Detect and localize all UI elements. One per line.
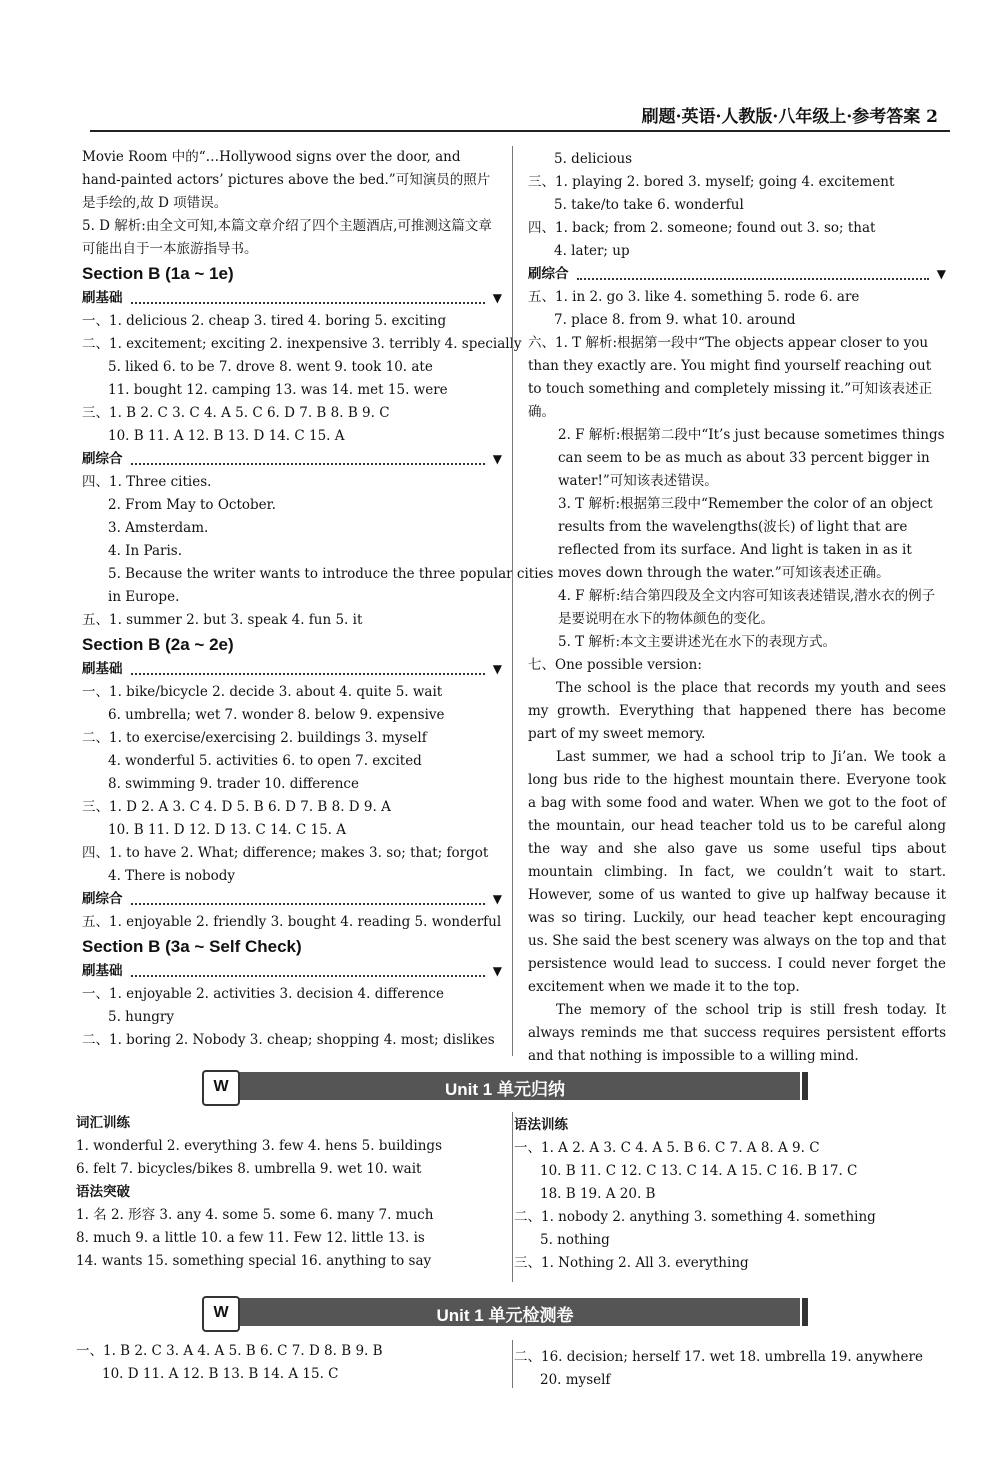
answer-line: 7. place 8. from 9. what 10. around bbox=[554, 312, 796, 328]
answer-line: 5. delicious bbox=[554, 151, 633, 167]
dotted-leader bbox=[131, 302, 485, 304]
essay-paragraph: The school is the place that records my youth and sees my growth. Everything that happened there has become part of my sweet memory. bbox=[528, 680, 946, 742]
answer-line: 5. hungry bbox=[108, 1009, 174, 1025]
answer-line: 8. much 9. a little 10. a few 11. Few 12. little 13. is bbox=[76, 1230, 425, 1246]
summary-divider bbox=[512, 1112, 513, 1282]
logo-icon: W bbox=[202, 1070, 240, 1106]
answer-line: 二、1. excitement; exciting 2. inexpensive 3. terribly 4. specially bbox=[82, 336, 522, 352]
answer-line: 二、1. nobody 2. anything 3. something 4. something bbox=[514, 1209, 876, 1225]
answer-line: 4. There is nobody bbox=[108, 868, 235, 884]
answer-line: 三、1. B 2. C 3. C 4. A 5. C 6. D 7. B 8. B 9. C bbox=[82, 405, 390, 421]
section-heading: Section B (1a ~ 1e) bbox=[82, 264, 234, 283]
answer-line: 七、One possible version: bbox=[528, 657, 702, 673]
summary-right-column bbox=[514, 1114, 944, 1275]
answer-line: 11. bought 12. camping 13. was 14. met 15. were bbox=[108, 382, 448, 398]
answer-line: 4. later; up bbox=[554, 243, 630, 259]
answer-line: 一、1. delicious 2. cheap 3. tired 4. boring 5. exciting bbox=[82, 313, 447, 329]
answer-line: 五、1. enjoyable 2. friendly 3. bought 4. reading 5. wonderful bbox=[82, 914, 502, 930]
unit-test-banner bbox=[210, 1298, 800, 1326]
explanation-text: 5. T 解析:本文主要讲述光在水下的表现方式。 bbox=[558, 634, 837, 650]
answer-line: 五、1. summer 2. but 3. speak 4. fun 5. it bbox=[82, 612, 363, 628]
answer-line: 二、1. to exercise/exercising 2. buildings 3. myself bbox=[82, 730, 427, 746]
answer-line: 14. wants 15. something special 16. anything to say bbox=[76, 1253, 432, 1269]
dotted-leader bbox=[131, 673, 485, 675]
answer-line: 二、1. boring 2. Nobody 3. cheap; shopping 4. most; dislikes bbox=[82, 1032, 495, 1048]
answer-line: 5. Because the writer wants to introduce the three popular cities bbox=[108, 566, 554, 582]
triangle-icon: ▼ bbox=[492, 291, 502, 305]
subsection-header bbox=[82, 287, 502, 310]
answer-line: 1. 名 2. 形容 3. any 4. some 5. some 6. many 7. much bbox=[76, 1207, 434, 1223]
section-heading: Section B (2a ~ 2e) bbox=[82, 635, 234, 654]
logo-icon: W bbox=[202, 1296, 240, 1332]
answer-line: 10. B 11. D 12. D 13. C 14. C 15. A bbox=[108, 822, 346, 838]
left-column bbox=[82, 146, 554, 1052]
answer-line: 二、16. decision; herself 17. wet 18. umbrella 19. anywhere bbox=[514, 1349, 923, 1365]
dotted-leader bbox=[131, 903, 485, 905]
test-divider bbox=[512, 1340, 513, 1388]
triangle-icon: ▼ bbox=[492, 892, 502, 906]
category-label: 语法突破 bbox=[76, 1184, 130, 1200]
answer-line: 5. take/to take 6. wonderful bbox=[554, 197, 744, 213]
header-title: 刷题·英语·人教版·八年级上·参考答案 2 bbox=[641, 107, 938, 127]
answer-line: 3. Amsterdam. bbox=[108, 520, 209, 536]
category-label: 词汇训练 bbox=[76, 1115, 130, 1131]
answer-line: 五、1. in 2. go 3. like 4. something 5. rode 6. are bbox=[528, 289, 860, 305]
triangle-icon: ▼ bbox=[492, 964, 502, 978]
answer-line: 三、1. D 2. A 3. C 4. D 5. B 6. D 7. B 8. D 9. A bbox=[82, 799, 391, 815]
category-label: 语法训练 bbox=[514, 1117, 568, 1133]
banner-title: Unit 1 单元检测卷 bbox=[436, 1306, 574, 1325]
answer-line: 三、1. Nothing 2. All 3. everything bbox=[514, 1255, 749, 1271]
answer-line: 10. B 11. C 12. C 13. C 14. A 15. C 16. B 17. C bbox=[540, 1163, 858, 1179]
answer-line: 1. wonderful 2. everything 3. few 4. hens 5. buildings bbox=[76, 1138, 442, 1154]
banner-end-bar bbox=[802, 1072, 808, 1100]
answer-line: 三、1. playing 2. bored 3. myself; going 4. excitement bbox=[528, 174, 895, 190]
answer-line: in Europe. bbox=[108, 589, 180, 605]
triangle-icon: ▼ bbox=[492, 662, 502, 676]
subsection-label: 刷综合 bbox=[82, 891, 123, 907]
summary-left-column bbox=[76, 1112, 496, 1273]
answer-line: 一、1. A 2. A 3. C 4. A 5. B 6. C 7. A 8. A 9. C bbox=[514, 1140, 820, 1156]
answer-line: 10. D 11. A 12. B 13. B 14. A 15. C bbox=[102, 1366, 339, 1382]
subsection-header bbox=[82, 658, 502, 681]
answer-line: 四、1. Three cities. bbox=[82, 474, 212, 490]
answer-line: 4. wonderful 5. activities 6. to open 7. excited bbox=[108, 753, 422, 769]
answer-line: 四、1. back; from 2. someone; found out 3. so; that bbox=[528, 220, 876, 236]
answer-line: 一、1. enjoyable 2. activities 3. decision 4. difference bbox=[82, 986, 444, 1002]
subsection-label: 刷基础 bbox=[82, 290, 123, 306]
subsection-header bbox=[82, 960, 502, 983]
answer-line: 一、1. bike/bicycle 2. decide 3. about 4. quite 5. wait bbox=[82, 684, 443, 700]
column-divider bbox=[512, 146, 513, 1056]
explanation-text: 5. D 解析:由全文可知,本篇文章介绍了四个主题酒店,可推测这篇文章可能出自于一本旅游指导书。 bbox=[82, 218, 492, 257]
page-header bbox=[90, 100, 950, 132]
answer-line: 18. B 19. A 20. B bbox=[540, 1186, 656, 1202]
explanation-text: Movie Room 中的“…Hollywood signs over the door, and hand-painted actors’ pictures above the bed.”可知演员的照片是手绘的,故 D 项错误。 bbox=[82, 149, 491, 211]
banner-title: Unit 1 单元归纳 bbox=[445, 1080, 565, 1099]
test-left-column bbox=[76, 1340, 496, 1386]
dotted-leader bbox=[131, 975, 485, 977]
answer-line: 四、1. to have 2. What; difference; makes 3. so; that; forgot bbox=[82, 845, 489, 861]
answer-line: 6. felt 7. bicycles/bikes 8. umbrella 9. wet 10. wait bbox=[76, 1161, 422, 1177]
essay-paragraph: The memory of the school trip is still fresh today. It always reminds me that success requires persistent efforts and that nothing is impossible to a willing mind. bbox=[528, 1002, 946, 1064]
explanation-text: 4. F 解析:结合第四段及全文内容可知该表述错误,潜水衣的例子是要说明在水下的物体颜色的变化。 bbox=[558, 588, 936, 627]
explanation-text: 2. F 解析:根据第二段中“It’s just because sometimes things can seem to be as much as about 33 percent bigger in water!”可知该表述错误。 bbox=[558, 427, 945, 489]
dotted-leader bbox=[131, 463, 485, 465]
answer-line: 2. From May to October. bbox=[108, 497, 276, 513]
essay-paragraph: Last summer, we had a school trip to Ji’an. We took a long bus ride to the highest mountain there. Everyone took a bag with some food and water. When we got to the foot of the mountain, our head teacher told us to be careful along the way and she also gave us some useful tips about mountain climbing. In fact, we couldn’t wait to start. However, some of us wanted to give up halfway because it was so tiring. Luckily, our head teacher kept encouraging us. She said the best scenery was always on the top and that persistence would lead to success. I could never forget the excitement when we made it to the top. bbox=[528, 749, 946, 995]
answer-line: 6. umbrella; wet 7. wonder 8. below 9. expensive bbox=[108, 707, 445, 723]
answer-line: 8. swimming 9. trader 10. difference bbox=[108, 776, 359, 792]
test-right-column bbox=[514, 1346, 944, 1392]
answer-line: 10. B 11. A 12. B 13. D 14. C 15. A bbox=[108, 428, 345, 444]
right-column bbox=[528, 148, 946, 1068]
triangle-icon: ▼ bbox=[492, 452, 502, 466]
answer-line: 一、1. B 2. C 3. A 4. A 5. B 6. C 7. D 8. B 9. B bbox=[76, 1343, 383, 1359]
answer-line: 4. In Paris. bbox=[108, 543, 183, 559]
subsection-label: 刷基础 bbox=[82, 963, 123, 979]
section-heading: Section B (3a ~ Self Check) bbox=[82, 937, 302, 956]
banner-end-bar bbox=[802, 1298, 808, 1326]
subsection-header bbox=[528, 263, 946, 286]
dotted-leader bbox=[577, 278, 929, 280]
subsection-label: 刷综合 bbox=[82, 451, 123, 467]
answer-line: 20. myself bbox=[540, 1372, 611, 1388]
answer-line: 5. nothing bbox=[540, 1232, 610, 1248]
subsection-header bbox=[82, 888, 502, 911]
explanation-text: 六、1. T 解析:根据第一段中“The objects appear closer to you than they exactly are. You might find yourself reaching out to touch something and completely missing it.”可知该表述正确。 bbox=[528, 335, 933, 420]
subsection-label: 刷基础 bbox=[82, 661, 123, 677]
triangle-icon: ▼ bbox=[936, 267, 946, 281]
subsection-label: 刷综合 bbox=[528, 266, 569, 282]
explanation-text: 3. T 解析:根据第三段中“Remember the color of an object results from the wavelengths(波长) of light that are reflected from its surface. And light is taken in as it moves down through the water.”可知该表述正确。 bbox=[558, 496, 933, 581]
unit-summary-banner bbox=[210, 1072, 800, 1100]
subsection-header bbox=[82, 448, 502, 471]
answer-line: 5. liked 6. to be 7. drove 8. went 9. took 10. ate bbox=[108, 359, 433, 375]
